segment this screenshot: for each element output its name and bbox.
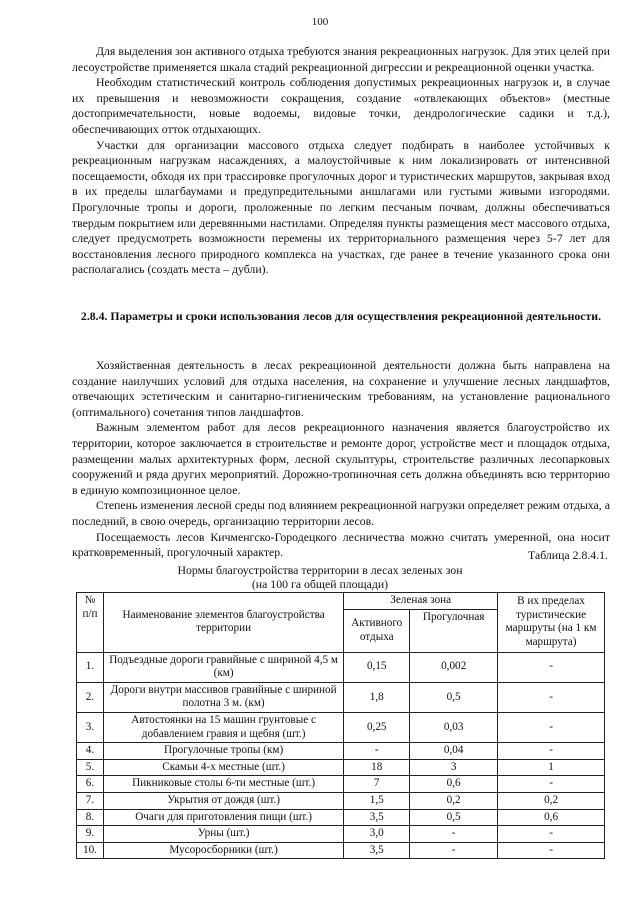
table-row	[77, 743, 605, 760]
cell-routes: -	[498, 842, 605, 859]
cell-num: 3.	[77, 712, 104, 742]
paragraph: Важным элементом работ для лесов рекреационного назначения является благоустройство их территории, которое заключается в строительстве и ремонте дорог, устройстве мест и площадок отдыха, размещении малых архитектурных форм, лесной скульптуры, строительстве различных лесопарковых сооружений и ряда других мероприятий. Дорожно-тропиночная сеть должна объединять всю территорию в единую композиционное целое.	[72, 420, 610, 497]
cell-num: 1.	[77, 652, 104, 682]
cell-num: 2.	[77, 682, 104, 712]
paragraph: Участки для организации массового отдыха следует подбирать в наиболее устойчивых к рекреационным нагрузкам насаждениях, а малоустойчивые к ним локализировать от интенсивной посещаемости, обходя их при трассировке прогулочных дорог и туристических маршрутов, закрывая вход в их пределы шлагбаумами и предупредительными аншлагами или густыми живыми изгородями. Прогулочные тропы и дороги, проложенные по легким песчаным почвам, должны обеспечиваться твердым покрытием или деревянными настилами. Определяя пункты размещения мест массового отдыха, следует предусмотреть возможности перемены их территориального размещения через 5-7 лет для восстановления лесного природного комплекса на участках, где ранее в течение указанного срока они располагались (создать места – дубли).	[72, 137, 610, 277]
paragraph: Необходим статистический контроль соблюдения допустимых рекреационных нагрузок и, в случае их превышения и невозможности сокращения, создание «отвлекающих объектов» (местные достопримечательности, новые водоемы, видовые точки, дендрологические садики и т.д.), обеспечивающих отток отдыхающих.	[72, 75, 610, 136]
cell-walking: 0,2	[410, 792, 498, 809]
cell-routes: 1	[498, 759, 605, 776]
cell-walking: 0,04	[410, 743, 498, 760]
cell-walking: -	[410, 826, 498, 843]
table-label: Таблица 2.8.4.1.	[528, 548, 608, 562]
cell-num: 9.	[77, 826, 104, 843]
table-row	[77, 682, 605, 712]
cell-name: Очаги для приготовления пищи (шт.)	[103, 809, 343, 826]
paragraph: Посещаемость лесов Кичменгско-Городецкого лесничества можно считать умеренной, она носит кратковременный, прогулочный характер.	[72, 529, 610, 560]
cell-active: 0,25	[344, 712, 410, 742]
table-row	[77, 842, 605, 859]
table-row	[77, 712, 605, 742]
header-green-zone: Зеленая зона	[344, 593, 498, 610]
table-subtitle: (на 100 га общей площади)	[251, 577, 389, 591]
cell-routes: -	[498, 776, 605, 793]
table-row	[77, 776, 605, 793]
header-walking: Прогулочная	[410, 609, 498, 652]
norms-table	[76, 592, 605, 859]
cell-num: 10.	[77, 842, 104, 859]
cell-routes: 0,6	[498, 809, 605, 826]
header-routes: В их пределах туристические маршруты (на 1 км маршрута)	[498, 593, 605, 653]
cell-num: 7.	[77, 792, 104, 809]
cell-active: 18	[344, 759, 410, 776]
cell-num: 5.	[77, 759, 104, 776]
cell-walking: 0,03	[410, 712, 498, 742]
cell-name: Автостоянки на 15 машин грунтовые с добавлением гравия и щебня (шт.)	[103, 712, 343, 742]
table-row	[77, 792, 605, 809]
table-row	[77, 652, 605, 682]
cell-name: Подъездные дороги гравийные с шириной 4,5 м (км)	[103, 652, 343, 682]
cell-num: 6.	[77, 776, 104, 793]
cell-active: 1,5	[344, 792, 410, 809]
section-heading: 2.8.4. Параметры и сроки использования лесов для осуществления рекреационной деятельности.	[80, 309, 602, 323]
table-title: Нормы благоустройства территории в лесах зеленых зон	[177, 563, 463, 577]
cell-routes: -	[498, 652, 605, 682]
table-row	[77, 809, 605, 826]
cell-walking: 0,002	[410, 652, 498, 682]
cell-name: Прогулочные тропы (км)	[103, 743, 343, 760]
table-row	[77, 759, 605, 776]
cell-name: Мусоросборники (шт.)	[103, 842, 343, 859]
header-name: Наименование элементов благоустройства территории	[103, 593, 343, 653]
page-number: 100	[311, 16, 329, 28]
cell-num: 4.	[77, 743, 104, 760]
cell-name: Укрытия от дождя (шт.)	[103, 792, 343, 809]
paragraph: Хозяйственная деятельность в лесах рекреационной деятельности должна быть направлена на создание наилучших условий для отдыха населения, на сохранение и улучшение лесных ландшафтов, отвечающих эстетическим и санитарно-гигиеническим требованиям, на установление рационального (оптимального) сочетания типов ландшафтов.	[72, 358, 610, 419]
cell-active: 7	[344, 776, 410, 793]
header-active: Активного отдыха	[344, 609, 410, 652]
cell-walking: 0,6	[410, 776, 498, 793]
cell-active: 0,15	[344, 652, 410, 682]
cell-active: 3,5	[344, 809, 410, 826]
cell-walking: 3	[410, 759, 498, 776]
bottom-text	[72, 358, 610, 561]
paragraph: Для выделения зон активного отдыха требуются знания рекреационных нагрузок. Для этих целей при лесоустройстве применяется шкала стадий рекреационной дигрессии и рекреационной оценки участка.	[72, 44, 610, 74]
cell-walking: -	[410, 842, 498, 859]
cell-walking: 0,5	[410, 682, 498, 712]
top-text	[72, 44, 610, 278]
cell-active: -	[344, 743, 410, 760]
cell-name: Скамьи 4-х местные (шт.)	[103, 759, 343, 776]
cell-active: 3,5	[344, 842, 410, 859]
cell-name: Дороги внутри массивов гравийные с шириной полотна 3 м. (км)	[103, 682, 343, 712]
cell-routes: -	[498, 682, 605, 712]
cell-routes: -	[498, 712, 605, 742]
cell-active: 3,0	[344, 826, 410, 843]
paragraph: Степень изменения лесной среды под влиянием рекреационной нагрузки определяет режим отдыха, а последний, в свою очередь, организацию территории лесов.	[72, 498, 610, 528]
cell-routes: 0,2	[498, 792, 605, 809]
cell-name: Пикниковые столы 6-ти местные (шт.)	[103, 776, 343, 793]
header-num: № п/п	[77, 593, 104, 653]
table-row	[77, 826, 605, 843]
cell-routes: -	[498, 826, 605, 843]
cell-active: 1,8	[344, 682, 410, 712]
cell-num: 8.	[77, 809, 104, 826]
cell-walking: 0,5	[410, 809, 498, 826]
cell-name: Урны (шт.)	[103, 826, 343, 843]
cell-routes: -	[498, 743, 605, 760]
